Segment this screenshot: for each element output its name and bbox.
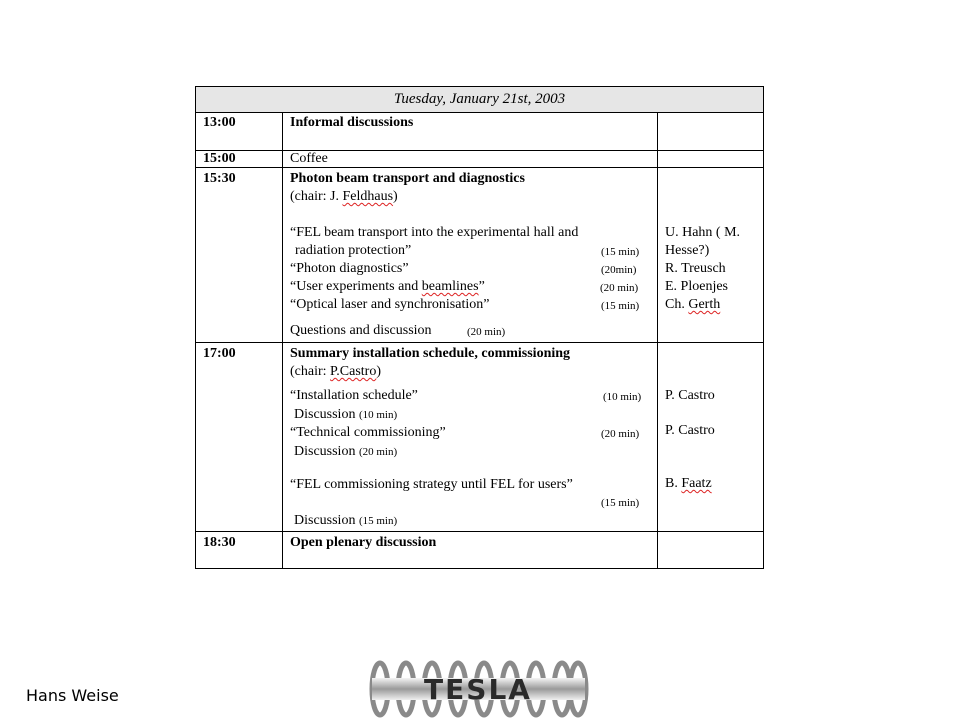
speaker-name: Hesse?) [665, 243, 710, 258]
speaker-name: E. Ploenjes [665, 279, 728, 294]
time-label: 15:30 [203, 171, 236, 186]
author-name: Hans Weise [26, 686, 119, 705]
talk-duration: (20min) [601, 264, 637, 276]
questions-label: Questions and discussion [290, 323, 432, 338]
time-label: 17:00 [203, 346, 236, 361]
talk-duration: (20 min) [601, 428, 640, 440]
discussion-label: Discussion (10 min) [294, 407, 398, 422]
time-label: 13:00 [203, 115, 236, 130]
talk-title: “Technical commissioning” [290, 425, 446, 440]
speaker-name: B. Faatz [665, 476, 712, 491]
tesla-logo [366, 658, 591, 720]
talk-duration: (15 min) [601, 246, 640, 258]
session-title: Photon beam transport and diagnostics [290, 171, 525, 186]
session-title: Summary installation schedule, commissioning [290, 346, 571, 361]
talk-duration: (15 min) [601, 497, 640, 509]
talk-title: “User experiments and beamlines” [290, 279, 485, 294]
time-label: 15:00 [203, 151, 236, 166]
talk-title: “Installation schedule” [290, 388, 418, 403]
agenda-date-header: Tuesday, January 21st, 2003 [196, 87, 763, 113]
session-chair: (chair: P.Castro) [290, 364, 381, 379]
column-divider [657, 112, 658, 568]
talk-title: “FEL beam transport into the experimental hall and [290, 225, 579, 240]
talk-duration: (10 min) [603, 391, 642, 403]
session-title: Open plenary discussion [290, 535, 437, 550]
discussion-label: Discussion (20 min) [294, 444, 398, 459]
talk-title: “Optical laser and synchronisation” [290, 297, 490, 312]
speaker-name: U. Hahn ( M. [665, 225, 741, 240]
discussion-label: Discussion (15 min) [294, 513, 398, 528]
speaker-name: R. Treusch [665, 261, 726, 276]
questions-duration: (20 min) [467, 326, 506, 338]
logo-text: TESLA [424, 673, 532, 706]
time-label: 18:30 [203, 535, 236, 550]
talk-duration: (20 min) [600, 282, 639, 294]
session-title: Coffee [290, 151, 328, 166]
agenda-table [195, 86, 764, 569]
talk-title: “Photon diagnostics” [290, 261, 409, 276]
talk-title: radiation protection” [295, 243, 412, 258]
talk-duration: (15 min) [601, 300, 640, 312]
session-title: Informal discussions [290, 115, 414, 130]
column-divider [282, 112, 283, 568]
talk-title: “FEL commissioning strategy until FEL for users” [290, 477, 573, 492]
speaker-name: P. Castro [665, 388, 715, 403]
session-chair: (chair: J. Feldhaus) [290, 189, 398, 204]
speaker-name: P. Castro [665, 423, 715, 438]
speaker-name: Ch. Gerth [665, 297, 721, 312]
